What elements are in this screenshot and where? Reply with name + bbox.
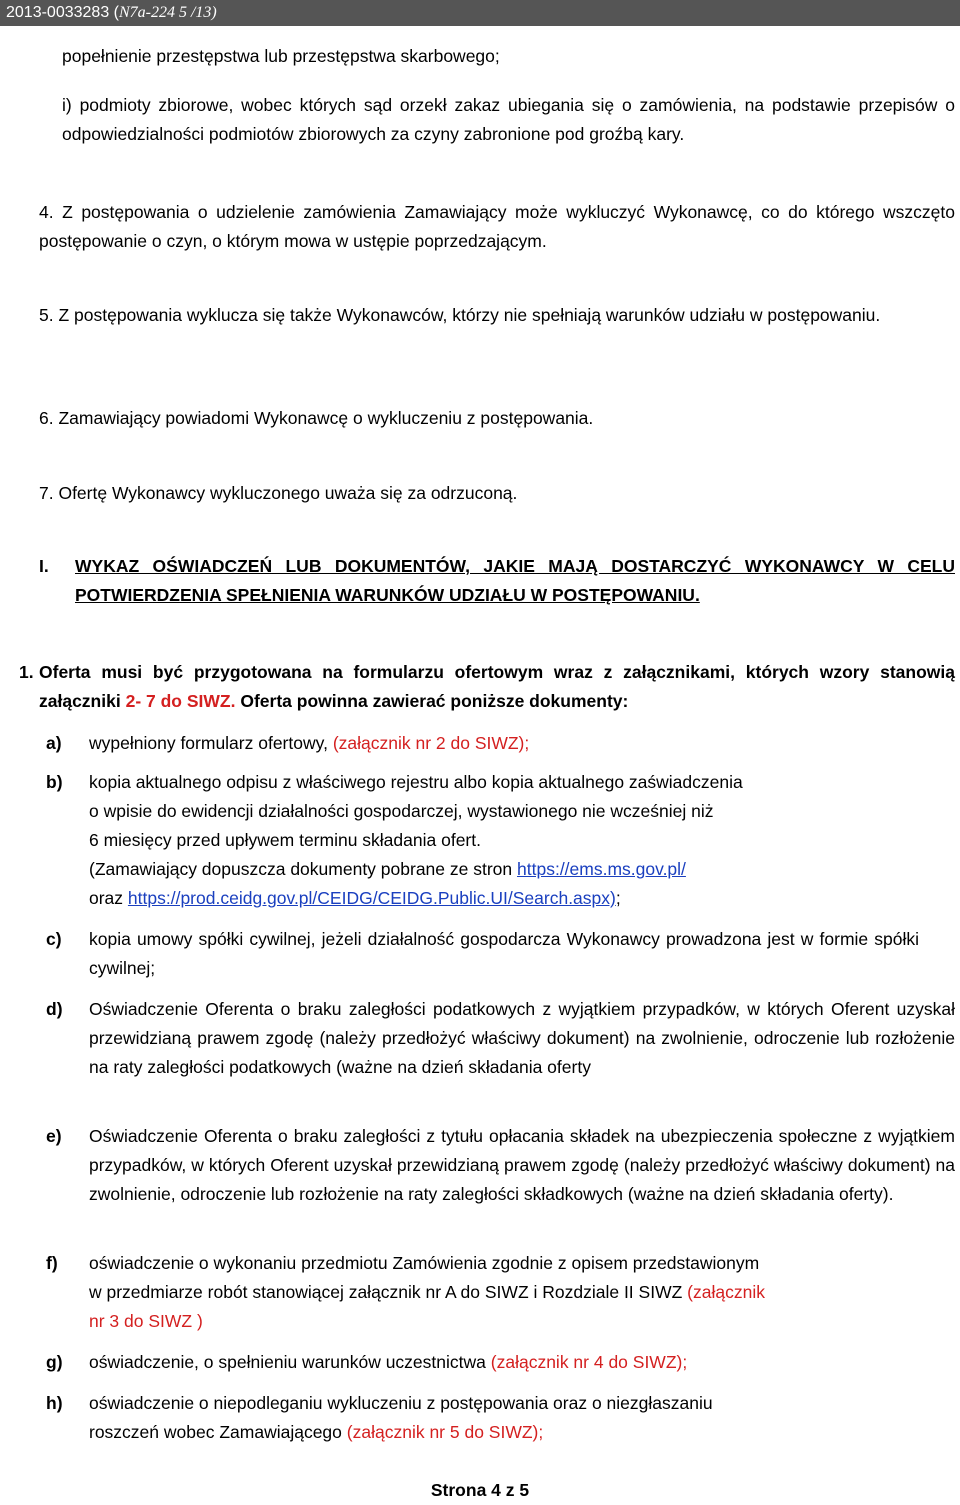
item-c-text: kopia umowy spółki cywilnej, jeżeli działalność gospodarcza Wykonawcy prowadzona jest w formie spółki cywilnej;	[89, 929, 919, 978]
item-d-text: Oświadczenie Oferenta o braku zaległości podatkowych z wyjątkiem przypadków, w których Oferent uzyskał przewidzianą prawem zgodę (należy przedłożyć właściwy dokument) na zwolnienie, odroczenie lub rozłożenie na raty zaległości podatkowych (ważne na dzień składania oferty	[89, 999, 955, 1077]
item-g	[89, 1348, 687, 1377]
item-b-line2: o wpisie do ewidencji działalności gospodarczej, wystawionego nie wcześniej niż	[89, 801, 714, 821]
item-b-line3: 6 miesięcy przed upływem terminu składania ofert.	[89, 830, 481, 850]
item-d-label: d)	[46, 999, 63, 1019]
item-g-ref: (załącznik nr 4 do SIWZ);	[490, 1352, 688, 1372]
section-title: WYKAZ OŚWIADCZEŃ LUB DOKUMENTÓW, JAKIE MAJĄ DOSTARCZYĆ WYKONAWCY W CELU POTWIERDZENIA SPEŁNIENIA WARUNKÓW UDZIAŁU W POSTĘPOWANIU.	[75, 556, 955, 605]
item-b-line4	[89, 855, 686, 884]
item-g-text: oświadczenie, o spełnieniu warunków uczestnictwa	[89, 1352, 486, 1372]
item-f-ref-1: (załącznik	[687, 1282, 765, 1302]
section-number: I.	[39, 556, 49, 576]
item-b-oraz: oraz	[89, 888, 124, 908]
intro-paragraph	[39, 658, 955, 716]
item-b-line5	[89, 884, 621, 913]
item-g-label: g)	[46, 1352, 63, 1372]
document-id: 2013-0033283 (	[6, 4, 119, 21]
paragraph-i: i) podmioty zbiorowe, wobec których sąd orzekł zakaz ubiegania się o zamówienia, na podstawie przepisów o odpowiedzialności podmiotów zbiorowych za czyny zabronione pod groźbą kary.	[62, 95, 955, 144]
paragraph-4: 4. Z postępowania o udzielenie zamówienia Zamawiający może wykluczyć Wykonawcę, co do którego wszczęto postępowanie o czyn, o którym mowa w ustępie poprzedzającym.	[39, 202, 955, 251]
item-f-ref-2: nr 3 do SIWZ )	[89, 1311, 203, 1331]
item-h-line2-text: roszczeń wobec Zamawiającego	[89, 1422, 342, 1442]
intro-number: 1.	[19, 662, 34, 682]
paragraph-6: 6. Zamawiający powiadomi Wykonawcę o wykluczeniu z postępowania.	[39, 408, 594, 428]
item-a-ref: (załącznik nr 2 do SIWZ);	[332, 733, 530, 753]
item-f-line1: oświadczenie o wykonaniu przedmiotu Zamówienia zgodnie z opisem przedstawionym	[89, 1253, 760, 1273]
ems-link[interactable]: https://ems.ms.gov.pl/	[517, 859, 686, 879]
document-code: N7a-224 5 /13)	[118, 4, 217, 21]
intro-red-ref: 2- 7 do SIWZ.	[125, 691, 236, 711]
item-a-text: wypełniony formularz ofertowy,	[89, 733, 328, 753]
ceidg-link[interactable]: https://prod.ceidg.gov.pl/CEIDG/CEIDG.Public.UI/Search.aspx)	[127, 888, 616, 908]
item-h-ref: (załącznik nr 5 do SIWZ);	[346, 1422, 544, 1442]
item-c-label: c)	[46, 929, 62, 949]
item-b-line1: kopia aktualnego odpisu z właściwego rejestru albo kopia aktualnego zaświadczenia	[89, 772, 743, 792]
paragraph-7: 7. Ofertę Wykonawcy wykluczonego uważa się za odrzuconą.	[39, 483, 518, 503]
item-f-line2	[89, 1278, 765, 1307]
item-b-label: b)	[46, 772, 63, 792]
continued-line: popełnienie przestępstwa lub przestępstwa skarbowego;	[62, 46, 500, 66]
item-a-label: a)	[46, 733, 62, 753]
paragraph-5: 5. Z postępowania wyklucza się także Wykonawców, którzy nie spełniają warunków udziału w postępowaniu.	[39, 305, 881, 325]
intro-text-1: Oferta musi być przygotowana na formularzu ofertowym wraz z załącznikami, których wzory stanowią załączniki	[39, 662, 955, 711]
item-b-line4-text: (Zamawiający dopuszcza dokumenty pobrane ze stron	[89, 859, 513, 879]
item-e-label: e)	[46, 1126, 62, 1146]
item-f-label: f)	[46, 1253, 58, 1273]
document-header-bar	[0, 0, 960, 26]
page-number: Strona 4 z 5	[430, 1480, 530, 1500]
item-e-text: Oświadczenie Oferenta o braku zaległości z tytułu opłacania składek na ubezpieczenia społeczne z wyjątkiem przypadków, w których Oferent uzyskał przewidzianą prawem zgodę (należy przedłożyć właściwy dokument) na zwolnienie, odroczenie lub rozłożenie na raty zaległości składkowych (ważne na dzień składania oferty).	[89, 1126, 955, 1204]
item-f-line2-text: w przedmiarze robót stanowiącej załącznik nr A do SIWZ i Rozdziale II SIWZ	[89, 1282, 683, 1302]
item-h-label: h)	[46, 1393, 63, 1413]
item-h-line2	[89, 1418, 543, 1447]
item-h-line1: oświadczenie o niepodleganiu wykluczeniu z postępowania oraz o niezgłaszaniu	[89, 1393, 713, 1413]
item-a	[89, 729, 955, 758]
item-b-end: ;	[615, 888, 621, 908]
intro-text-2: Oferta powinna zawierać poniższe dokumenty:	[240, 691, 629, 711]
